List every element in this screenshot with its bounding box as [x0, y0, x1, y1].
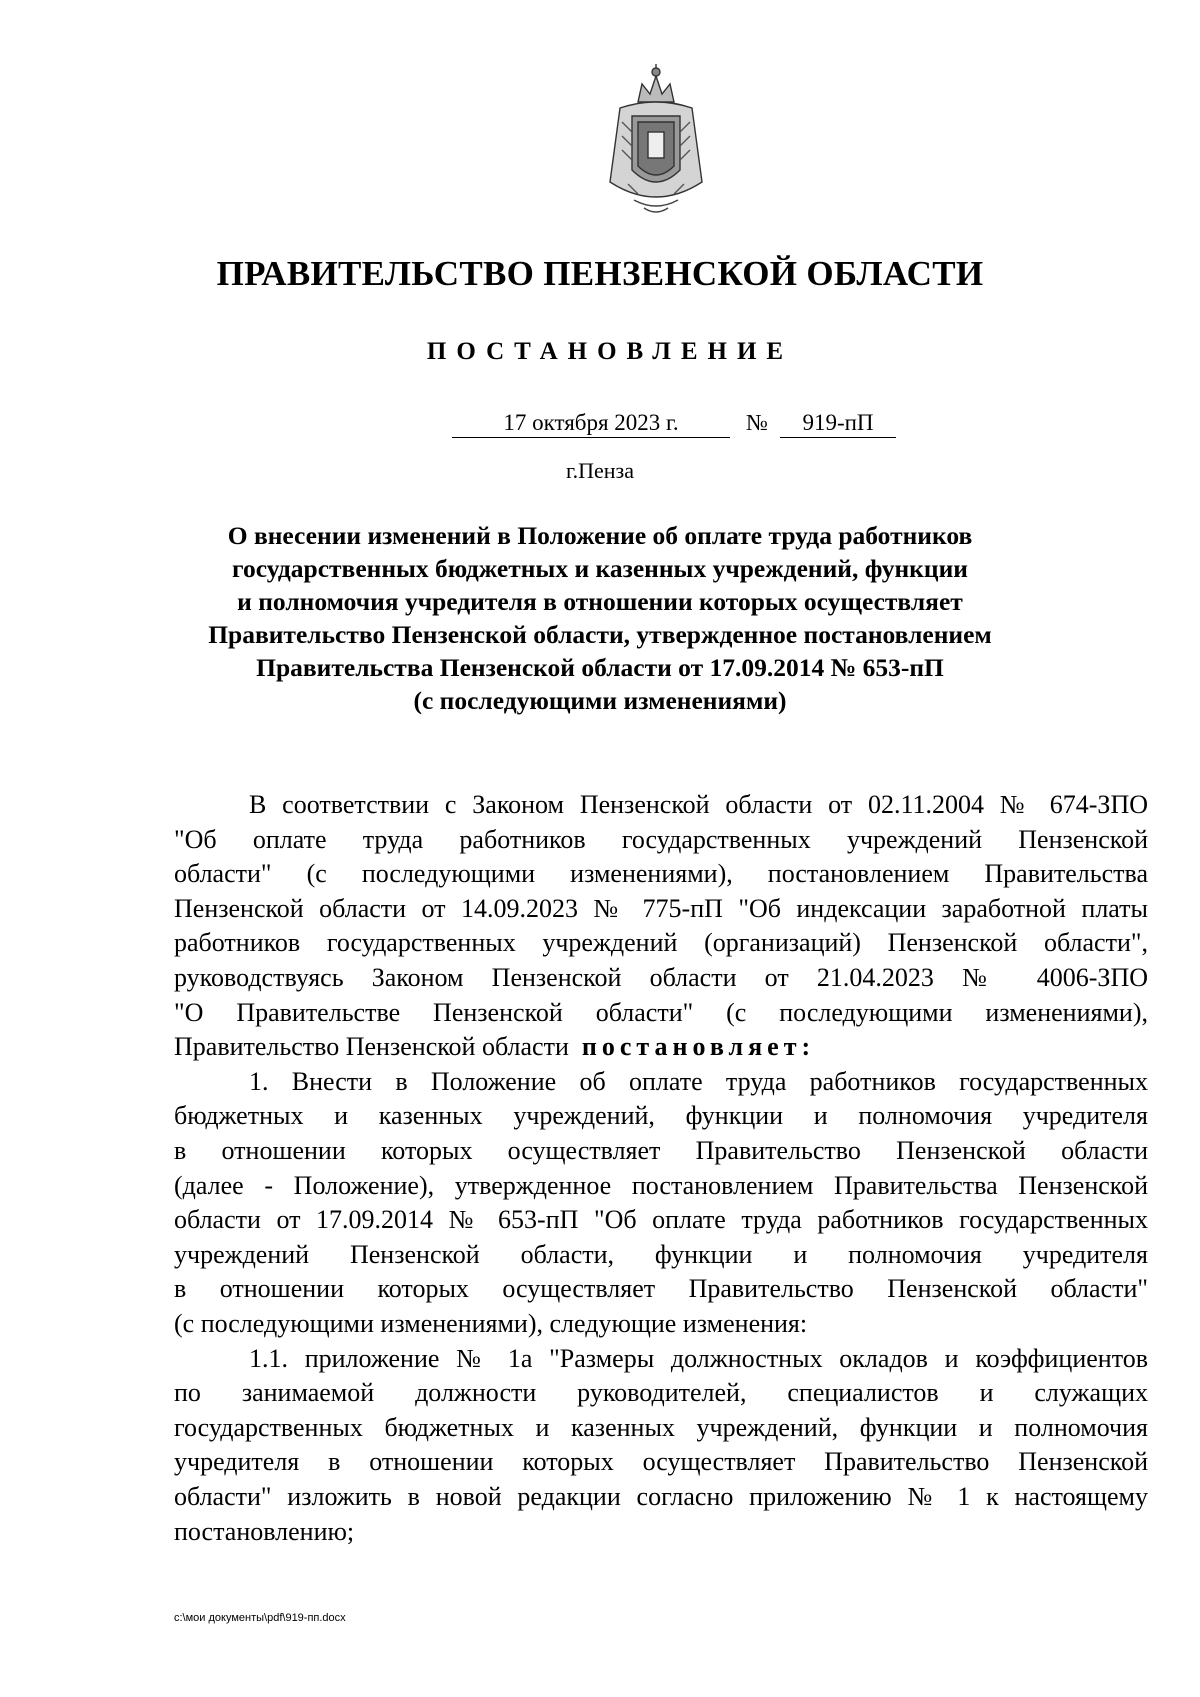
file-path-footer: c:\мои документы\pdf\919-пп.docx — [174, 1612, 346, 1624]
number-sign: № — [746, 410, 768, 435]
body-line: руководствуясь Законом Пензенской области от 21.04.2023 № 4006-ЗПО — [174, 962, 1148, 992]
resolves-word: постановляет: — [581, 1032, 816, 1062]
body-line: в отношении которых осуществляет Правительство Пензенской области — [174, 1135, 1148, 1165]
body-line: области" изложить в новой редакции согласно приложению № 1 к настоящему — [174, 1481, 1148, 1511]
body-line: (с последующими изменениями), следующие изменения: — [174, 1308, 808, 1338]
body-line: постановлению; — [174, 1516, 355, 1546]
body-line: 1. Внести в Положение об оплате труда работников государственных — [249, 1066, 1148, 1096]
body-line: работников государственных учреждений (организаций) Пензенской области", — [174, 928, 1148, 958]
subject-line: (с последующими изменениями) — [413, 686, 787, 715]
body-line: (далее - Положение), утвержденное постановлением Правительства Пензенской — [174, 1170, 1148, 1200]
document-date: 17 октября 2023 г. — [452, 410, 730, 438]
subject-line: Правительство Пензенской области, утвержденное постановлением — [208, 620, 992, 649]
body-line: 1.1. приложение № 1а "Размеры должностных окладов и коэффициентов — [249, 1343, 1148, 1373]
subject-line: О внесении изменений в Положение об оплате труда работников — [227, 521, 973, 550]
document-subject — [160, 519, 1040, 717]
body-line: области" (с последующими изменениями), постановлением Правительства — [174, 859, 1148, 889]
body-line: по занимаемой должности руководителей, специалистов и служащих — [174, 1378, 1148, 1408]
coat-of-arms-emblem — [598, 62, 714, 220]
subject-line: государственных бюджетных и казенных учреждений, функции — [232, 554, 968, 583]
body-line: государственных бюджетных и казенных учреждений, функции и полномочия — [174, 1412, 1148, 1442]
body-line: учредителя в отношении которых осуществляет Правительство Пензенской — [174, 1447, 1148, 1477]
organization-title: ПРАВИТЕЛЬСТВО ПЕНЗЕНСКОЙ ОБЛАСТИ — [216, 254, 984, 293]
body-line: "О Правительстве Пензенской области" (с последующими изменениями), — [174, 997, 1148, 1027]
subject-line: Правительства Пензенской области от 17.09.2014 № 653-пП — [256, 653, 944, 682]
body-line: "Об оплате труда работников государственных учреждений Пензенской — [174, 824, 1148, 854]
date-number-line — [0, 410, 1200, 446]
resolves-line — [174, 1030, 1148, 1065]
body-line: В соответствии с Законом Пензенской области от 02.11.2004 № 674-ЗПО — [249, 790, 1148, 819]
document-number: 919-пП — [780, 410, 896, 438]
body-line: Пензенской области от 14.09.2023 № 775-пП "Об индексации заработной платы — [174, 893, 1148, 923]
city: г.Пенза — [566, 458, 634, 483]
body-line: учреждений Пензенской области, функции и полномочия учредителя — [174, 1239, 1148, 1269]
body-line: области от 17.09.2014 № 653-пП "Об оплате труда работников государственных — [174, 1205, 1148, 1235]
item-1-paragraph — [174, 1065, 1148, 1342]
resolves-prefix: Правительство Пензенской области — [174, 1032, 569, 1062]
body-line: в отношении которых осуществляет Правительство Пензенской области" — [174, 1274, 1148, 1304]
subject-line: и полномочия учредителя в отношении которых осуществляет — [237, 587, 963, 616]
document-type: ПОСТАНОВЛЕНИЕ — [426, 338, 794, 365]
item-1-1-paragraph — [174, 1342, 1148, 1550]
preamble-paragraph — [174, 788, 1148, 1065]
body-line: бюджетных и казенных учреждений, функции и полномочия учредителя — [174, 1101, 1148, 1131]
